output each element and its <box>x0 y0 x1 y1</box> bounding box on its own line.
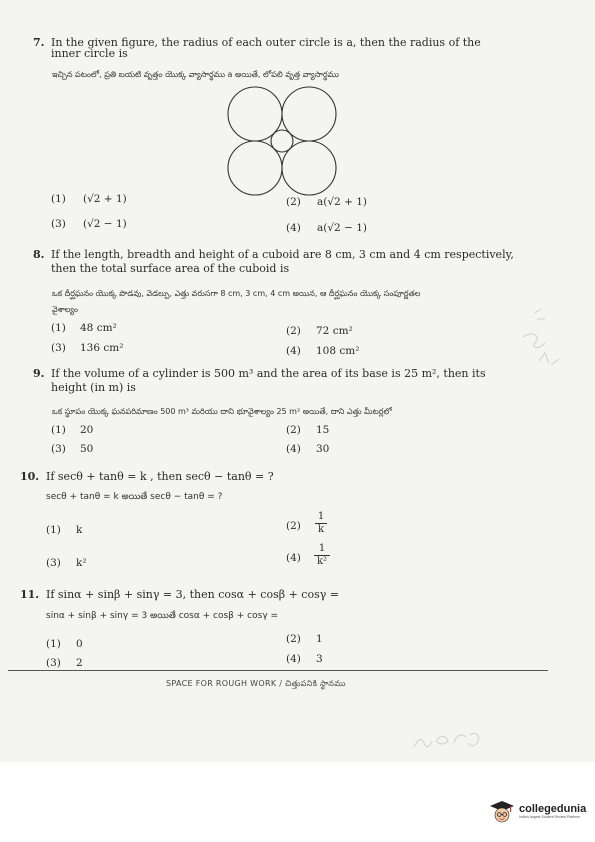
option-value: 20 <box>80 424 94 436</box>
option-label: (2) <box>286 196 301 208</box>
question-telugu: ఇచ్చిన పటంలో, ప్రతి బయటి వృత్తం యొక్క వ్యాసార్థము a అయితే, లోపలి వృత్త వ్యాసార్థము <box>52 70 339 79</box>
question-telugu: secθ + tanθ = k అయితే secθ − tanθ = ? <box>46 492 223 502</box>
option-value: 108 cm² <box>316 345 360 357</box>
pencil-scribble <box>412 725 492 753</box>
option-value: 3 <box>316 653 323 665</box>
option-value: k² <box>76 557 87 569</box>
option-label: (1) <box>51 193 66 205</box>
question-text: inner circle is <box>51 47 128 60</box>
option-value: 136 cm² <box>80 342 124 354</box>
question-text: If secθ + tanθ = k , then secθ − tanθ = ? <box>46 470 274 483</box>
question-number: 7. <box>33 36 45 49</box>
fraction <box>314 543 330 568</box>
question-text: In the given figure, the radius of each outer circle is a, then the radius of the <box>51 36 481 49</box>
pencil-marks <box>515 305 575 385</box>
question-telugu: ఒక స్థూపం యొక్క ఘనపరిమాణం 500 m³ మరియు దాని భూవైశాల్యం 25 m² అయితే, దాని ఎత్తు మీటర్లలో <box>52 407 392 416</box>
brand-tagline: India's largest Student Review Platform <box>519 814 580 819</box>
divider <box>8 670 548 671</box>
option-label: (1) <box>51 322 66 334</box>
question-telugu: ఒక దీర్ఘఘనం యొక్క పొడవు, వెడల్పు, ఎత్తు వరుసగా 8 cm, 3 cm, 4 cm అయిన, ఆ దీర్ఘఘనం యొక్క సంపూర్ణతల <box>52 289 421 298</box>
option-label: (1) <box>51 424 66 436</box>
brand-logo-block[interactable] <box>489 798 586 824</box>
question-number: 11. <box>20 588 40 601</box>
graduate-avatar-icon <box>489 798 515 824</box>
question-number: 10. <box>20 470 40 483</box>
option-value: 1 <box>316 633 323 645</box>
question-telugu: sinα + sinβ + sinγ = 3 అయితే cosα + cosβ + cosγ = <box>46 611 279 621</box>
option-value: 30 <box>316 443 330 455</box>
option-label: (2) <box>286 424 301 436</box>
question-text: then the total surface area of the cuboid is <box>51 262 290 275</box>
option-value: 0 <box>76 638 83 650</box>
question-text: If the length, breadth and height of a cuboid are 8 cm, 3 cm and 4 cm respectively, <box>51 248 514 261</box>
option-label: (3) <box>51 218 66 230</box>
option-label: (4) <box>286 653 301 665</box>
option-label: (3) <box>46 557 61 569</box>
question-text: height (in m) is <box>51 381 136 394</box>
option-label: (2) <box>286 520 301 532</box>
question-text: If the volume of a cylinder is 500 m³ and the area of its base is 25 m², then its <box>51 367 486 380</box>
option-label: (4) <box>286 222 301 234</box>
option-label: (4) <box>286 345 301 357</box>
option-value: 72 cm² <box>316 325 353 337</box>
option-label: (1) <box>46 524 61 536</box>
option-value: 15 <box>316 424 330 436</box>
option-label: (4) <box>286 443 301 455</box>
circles-figure <box>224 82 340 198</box>
option-label: (2) <box>286 633 301 645</box>
question-number: 8. <box>33 248 45 261</box>
option-label: (1) <box>46 638 61 650</box>
option-value: k <box>76 524 83 536</box>
option-value: a(√2 + 1) <box>317 196 367 208</box>
option-value: a(√2 − 1) <box>317 222 367 234</box>
option-label: (3) <box>51 443 66 455</box>
question-text: If sinα + sinβ + sinγ = 3, then cosα + cosβ + cosγ = <box>46 588 340 601</box>
rough-work-label: SPACE FOR ROUGH WORK / చిత్తుపనికి స్థానము <box>166 679 346 688</box>
inner-circle <box>271 130 293 152</box>
fraction-denominator: k² <box>314 555 330 568</box>
brand-name: collegedunia <box>519 802 587 815</box>
option-value: 2 <box>76 657 83 669</box>
fraction-numerator: 1 <box>317 511 325 522</box>
option-label: (3) <box>46 657 61 669</box>
question-number: 9. <box>33 367 45 380</box>
option-label: (3) <box>51 342 66 354</box>
option-value: (√2 + 1) <box>83 193 127 205</box>
option-value: 48 cm² <box>80 322 117 334</box>
option-label: (2) <box>286 325 301 337</box>
option-label: (4) <box>286 552 301 564</box>
fraction-denominator: k <box>315 523 327 536</box>
fraction-numerator: 1 <box>318 543 326 554</box>
fraction <box>315 511 327 536</box>
option-value: 50 <box>80 443 94 455</box>
question-telugu: వైశాల్యం <box>52 305 78 314</box>
option-value: (√2 − 1) <box>83 218 127 230</box>
